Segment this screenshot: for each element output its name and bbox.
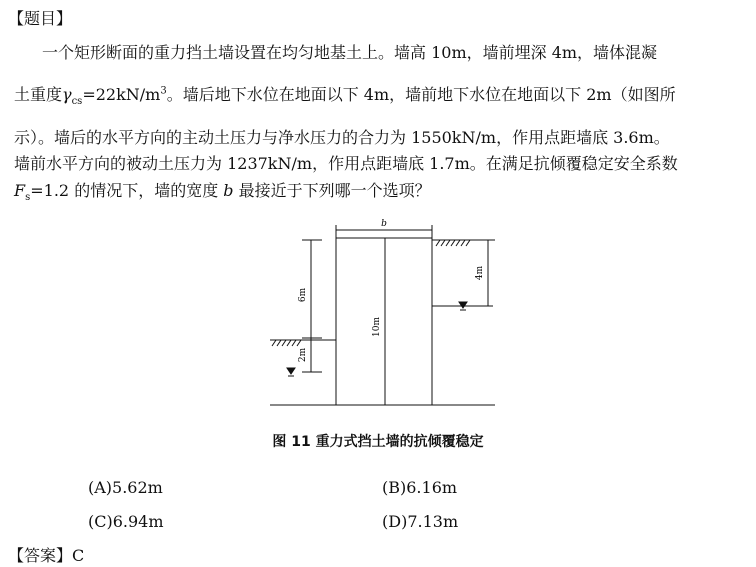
safety-factor-symbol: F (14, 181, 26, 200)
question-line-3: 示）。墙后的水平方向的主动土压力与净水压力的合力为 1550kN/m，作用点距墙底 3.6m。 (14, 128, 670, 147)
question-line-2 (14, 82, 676, 107)
question-heading: 【题目】 (8, 9, 73, 28)
figure-caption: 图 11 重力式挡土墙的抗倾覆稳定 (272, 434, 484, 450)
height-6m-label: 6m (298, 287, 308, 303)
answer-line (8, 543, 84, 566)
line2-value: =22kN/m (82, 85, 161, 104)
safety-factor-subscript: s (25, 192, 31, 204)
width-label: b (381, 219, 387, 229)
question-line-1: 一个矩形断面的重力挡土墙设置在均匀地基土上。墙高 10m，墙前埋深 4m，墙体混凝 (42, 43, 658, 62)
line2-superscript: 3 (160, 85, 167, 97)
height-2m-label: 2m (298, 347, 308, 363)
option-a: (A)5.62m (88, 478, 163, 497)
question-line-4: 墙前水平方向的被动土压力为 1237kN/m，作用点距墙底 1.7m。在满足抗倾覆稳定安全系数 (14, 154, 678, 173)
height-10m-label: 10m (372, 317, 382, 337)
front-water-level-icon (287, 368, 295, 376)
unit-weight-subscript: cs (71, 96, 83, 108)
answer-heading: 【答案】 (8, 546, 73, 565)
width-symbol: b (223, 181, 234, 200)
unit-weight-symbol: γ (62, 85, 72, 104)
back-soil-hatching (436, 240, 470, 246)
retaining-wall-diagram (260, 212, 500, 412)
front-soil-hatching (272, 340, 301, 346)
line5-mid: =1.2 的情况下，墙的宽度 (30, 181, 224, 200)
height-4m-label: 4m (475, 265, 485, 281)
option-b: (B)6.16m (382, 478, 458, 497)
answer-value: C (72, 546, 85, 565)
option-c: (C)6.94m (88, 512, 164, 531)
option-d: (D)7.13m (382, 512, 459, 531)
retaining-wall (336, 238, 432, 405)
line5-rest: 最接近于下列哪一个选项？ (233, 181, 431, 200)
line2-prefix: 土重度 (14, 85, 63, 104)
line2-rest: 。墙后地下水位在地面以下 4m，墙前地下水位在地面以下 2m（如图所 (166, 85, 676, 104)
question-line-5 (14, 178, 431, 203)
